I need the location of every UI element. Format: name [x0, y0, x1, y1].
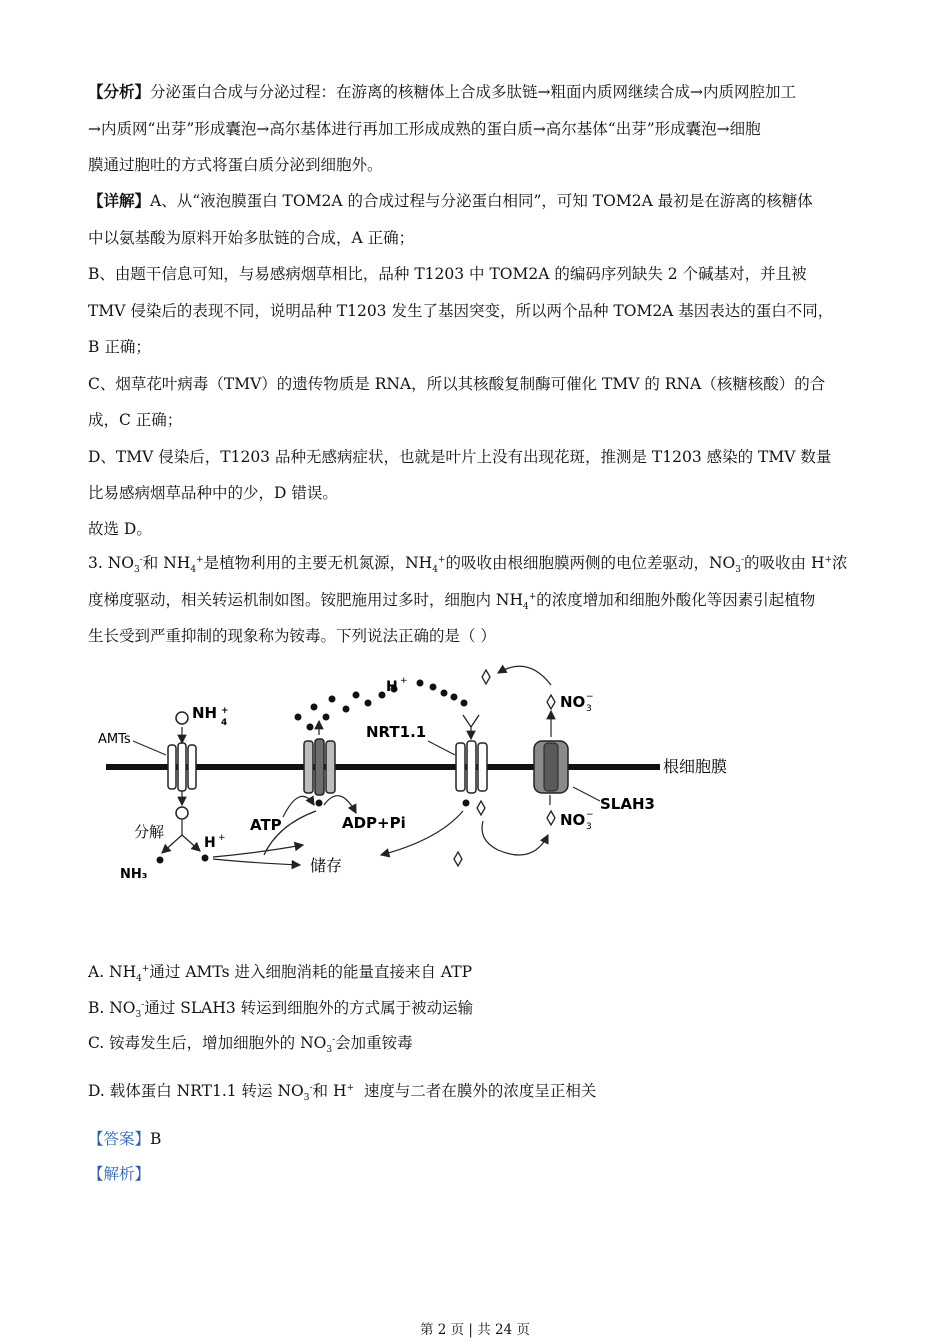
- detail-choice: 故选 D。: [88, 519, 152, 538]
- h-bottom-label: H: [204, 835, 216, 851]
- option-c: C. 铵毒发生后，增加细胞外的 $NO_3^-$会加重铵毒: [88, 1034, 413, 1056]
- question-text: 和 NH: [142, 554, 191, 572]
- question-section: 3. $NO_3^-$和 $NH_4^+$是植物利用的主要无机氮源，$NH_4^+$的吸收由根细胞膜两侧的电位差驱动，$NO_3^-$的吸收由 H+浓 度梯度驱动，相关转运机制如图。铵肥施用过多时，细胞内 $NH_4^+$的浓度增加和细胞外酸化等因素引起植物 生长受到严重抑制的现象称为铵毒。下列说法正确的是（ ）: [88, 545, 868, 655]
- amts-channel: [168, 743, 196, 791]
- option-b-text: B. NO: [88, 999, 136, 1017]
- svg-text:+: +: [400, 676, 408, 686]
- atp-label: ATP: [250, 816, 282, 834]
- page-footer: 第 2 页 | 共 24 页: [419, 1322, 531, 1338]
- question-text: 度梯度驱动，相关转运机制如图。铵肥施用过多时，细胞内 NH: [88, 590, 524, 609]
- question-text: 生长受到严重抑制的现象称为铵毒。下列说法正确的是（ ）: [88, 627, 496, 645]
- nrt-transporter: [456, 741, 487, 793]
- question-text: 是植物利用的主要无机氮源，NH: [203, 554, 433, 572]
- slah3-label: SLAH3: [600, 795, 655, 813]
- answer-value: B: [150, 1130, 162, 1148]
- analysis-tag: 【分析】: [88, 82, 151, 101]
- nh4-ion-icon: [176, 712, 188, 724]
- svg-text:+: +: [218, 833, 226, 843]
- option-c-rest: 会加重铵毒: [335, 1034, 413, 1052]
- option-d-text: D. 载体蛋白 NRT1.1 转运 NO: [88, 1082, 304, 1100]
- detail-a-line2: 中以氨基酸为原料开始多肽链的合成，A 正确；: [88, 228, 415, 247]
- analysis-line1: 分泌蛋白合成与分泌过程：在游离的核糖体上合成多肽链→粗面内质网继续合成→内质网腔加工: [150, 83, 796, 101]
- analysis-line2: →内质网“出芽”形成囊泡→高尔基体进行再加工形成成熟的蛋白质→高尔基体“出芽”形成囊泡→细胞: [88, 119, 761, 138]
- nh4-label: NH: [192, 704, 218, 722]
- option-c-text: C. 铵毒发生后，增加细胞外的 NO: [88, 1034, 327, 1052]
- detail-section: [88, 183, 868, 546]
- option-b: B. $NO_3^-$通过 SLAH3 转运到细胞外的方式属于被动运输: [88, 999, 474, 1021]
- no3-bottom-label: NO: [560, 811, 586, 829]
- svg-text:3: 3: [586, 704, 592, 714]
- detail-a-line1: A、从“液泡膜蛋白 TOM2A 的合成过程与分泌蛋白相同”，可知 TOM2A 最初是在游离的核糖体: [150, 192, 813, 210]
- adp-label: ADP+Pi: [342, 814, 406, 832]
- detail-tag: 【详解】: [88, 191, 151, 210]
- detail-c-line2: 成，C 正确；: [88, 411, 183, 429]
- amts-label: AMTs: [98, 732, 131, 747]
- option-d: D. 载体蛋白 NRT1.1 转运 $NO_3^-$和 H+ 速度与二者在膜外的浓度呈正相关: [88, 1082, 597, 1104]
- no3-top-label: NO: [560, 693, 586, 711]
- detail-c-line1: C、烟草花叶病毒（TMV）的遗传物质是 RNA，所以其核酸复制酶可催化 TMV 的 RNA（核糖核酸）的合: [88, 374, 826, 393]
- membrane-label: 根细胞膜: [663, 757, 728, 776]
- option-d-mid: 和 H: [312, 1082, 347, 1100]
- nrt-label: NRT1.1: [366, 723, 427, 741]
- option-a: A. $NH_4^+$通过 AMTs 进入细胞消耗的能量直接来自 ATP: [88, 963, 473, 985]
- nh3-label: NH₃: [120, 867, 148, 882]
- svg-text:3: 3: [586, 822, 592, 832]
- question-number: 3.: [88, 554, 103, 572]
- detail-b-line3: B 正确；: [88, 338, 151, 356]
- svg-text:4: 4: [221, 718, 228, 728]
- question-text: 的浓度增加和细胞外酸化等因素引起植物: [536, 590, 816, 609]
- explain-line: [88, 1162, 150, 1184]
- answer-tag: 【答案】: [88, 1130, 151, 1148]
- option-a-text: A. NH: [88, 963, 137, 981]
- option-a-rest: 通过 AMTs 进入细胞消耗的能量直接来自 ATP: [149, 963, 473, 981]
- question-text: 的吸收由根细胞膜两侧的电位差驱动，NO: [445, 554, 736, 572]
- explain-tag: 【解析】: [88, 1165, 151, 1183]
- svg-text:+: +: [221, 706, 229, 716]
- storage-label: 储存: [310, 856, 343, 875]
- option-d-rest: 速度与二者在膜外的浓度呈正相关: [354, 1082, 597, 1100]
- no3-diamond-icon: [482, 670, 490, 684]
- decompose-label: 分解: [134, 823, 165, 841]
- proton-pump: [304, 739, 335, 795]
- option-b-rest: 通过 SLAH3 转运到细胞外的方式属于被动运输: [144, 999, 474, 1017]
- detail-d-line2: 比易感病烟草品种中的少，D 错误。: [88, 484, 338, 502]
- question-text: 浓: [832, 554, 848, 572]
- question-text: NO: [107, 554, 135, 572]
- detail-d-line1: D、TMV 侵染后，T1203 品种无感病症状，也就是叶片上没有出现花斑，推测是 T1203 感染的 TMV 数量: [88, 447, 832, 466]
- analysis-line3: 膜通过胞吐的方式将蛋白质分泌到细胞外。: [88, 156, 383, 174]
- svg-text:−: −: [586, 810, 594, 820]
- nh4-inside-icon: [176, 807, 188, 819]
- detail-b-line1: B、由题干信息可知，与易感病烟草相比，品种 T1203 中 TOM2A 的编码序列缺失 2 个碱基对，并且被: [88, 265, 807, 283]
- nh3-icon: [157, 857, 164, 864]
- h-top-label: H: [386, 679, 398, 695]
- question-text: 的吸收由 H: [744, 554, 825, 572]
- transport-diagram: [88, 655, 768, 895]
- h-bottom-icon: [202, 855, 209, 862]
- slah3-channel: [534, 741, 568, 793]
- svg-text:−: −: [586, 692, 594, 702]
- detail-b-line2: TMV 侵染后的表现不同，说明品种 T1203 发生了基因突变，所以两个品种 TOM2A 基因表达的蛋白不同，: [88, 301, 834, 320]
- answer-line: [88, 1127, 161, 1149]
- analysis-section: [88, 74, 868, 184]
